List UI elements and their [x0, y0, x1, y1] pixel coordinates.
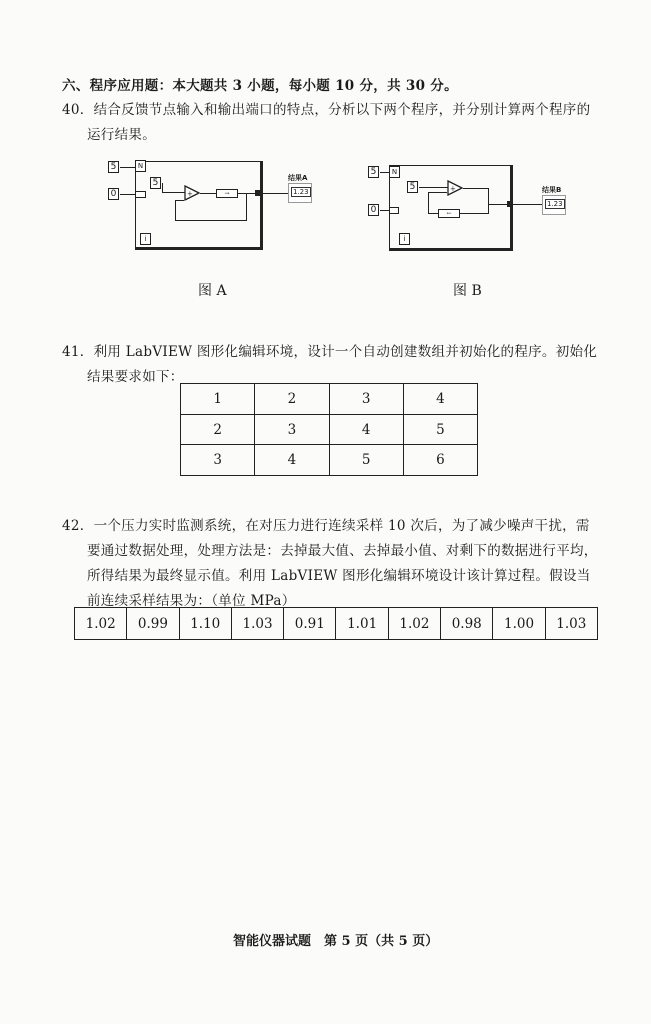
table-cell: 6 — [403, 445, 477, 476]
count-constant: 5 — [108, 161, 119, 173]
q40-text-line1: 40．结合反馈节点输入和输出端口的特点，分析以下两个程序，并分别计算两个程序的 — [62, 102, 591, 118]
svg-text:+: + — [187, 190, 193, 198]
figure-b-diagram — [362, 160, 577, 270]
sample-cell: 1.02 — [388, 608, 440, 640]
sample-cell: 1.02 — [75, 608, 127, 640]
figure-b-caption: 图 B — [453, 283, 482, 299]
table-row — [75, 608, 598, 640]
page-footer: 智能仪器试题 第 5 页（共 5 页） — [233, 934, 439, 949]
table-cell: 4 — [403, 384, 477, 415]
sample-cell: 0.98 — [441, 608, 493, 640]
sample-cell: 0.91 — [284, 608, 336, 640]
feedback-node: → — [216, 189, 238, 198]
indicator-b-label: 结果B — [542, 186, 562, 194]
count-terminal: N — [389, 166, 400, 178]
q42-text-line2: 要通过数据处理，处理方法是：去掉最大值、去掉最小值、对剩下的数据进行平均， — [87, 543, 598, 559]
indicator-a-value: 1.23 — [293, 188, 309, 196]
indicator-b — [542, 195, 566, 215]
count-constant: 5 — [368, 166, 379, 178]
table-cell: 3 — [329, 384, 403, 415]
table-row — [181, 415, 478, 445]
init-constant: 0 — [108, 188, 119, 200]
initializer-terminal — [389, 207, 399, 214]
sample-cell: 1.03 — [231, 608, 283, 640]
init-array-table — [180, 383, 478, 476]
add-constant: 5 — [407, 181, 418, 193]
q42-text-line1: 42．一个压力实时监测系统，在对压力进行连续采样 10 次后，为了减少噪声干扰，需 — [62, 518, 590, 534]
for-loop-frame — [135, 161, 263, 250]
table-row — [181, 445, 478, 476]
iteration-terminal: i — [399, 233, 410, 245]
q40-text-line2: 运行结果。 — [87, 127, 156, 143]
table-cell: 5 — [329, 445, 403, 476]
table-cell: 5 — [403, 415, 477, 445]
iteration-terminal: i — [140, 233, 151, 245]
table-cell: 4 — [329, 415, 403, 445]
samples-table — [74, 607, 598, 640]
shift-register — [135, 191, 146, 198]
add-function-icon — [184, 185, 200, 201]
table-cell: 3 — [255, 415, 329, 445]
sample-cell: 0.99 — [127, 608, 179, 640]
sample-cell: 1.03 — [545, 608, 597, 640]
table-cell: 1 — [181, 384, 255, 415]
sample-cell: 1.01 — [336, 608, 388, 640]
figure-a-diagram — [100, 155, 309, 265]
svg-text:+: + — [450, 185, 456, 193]
q42-text-line4: 前连续采样结果为：（单位 MPa） — [87, 593, 296, 609]
table-cell: 3 — [181, 445, 255, 476]
count-terminal: N — [135, 160, 146, 172]
indicator-b-value: 1.23 — [547, 200, 563, 208]
indicator-a — [288, 183, 312, 203]
indicator-a-label: 结果A — [288, 174, 308, 182]
add-function-icon — [447, 180, 463, 196]
table-cell: 2 — [255, 384, 329, 415]
q41-text-line2: 结果要求如下： — [87, 369, 184, 385]
q41-text-line1: 41．利用 LabVIEW 图形化编辑环境，设计一个自动创建数组并初始化的程序。初始化 — [62, 344, 598, 360]
feedback-node: ← — [438, 209, 460, 218]
table-row — [181, 384, 478, 415]
init-constant: 0 — [368, 204, 379, 216]
table-cell: 2 — [181, 415, 255, 445]
q42-text-line3: 所得结果为最终显示值。利用 LabVIEW 图形化编辑环境设计该计算过程。假设当 — [87, 568, 591, 584]
sample-cell: 1.00 — [493, 608, 545, 640]
sample-cell: 1.10 — [179, 608, 231, 640]
figure-a-caption: 图 A — [198, 283, 227, 299]
section-heading: 六、程序应用题：本大题共 3 小题，每小题 10 分，共 30 分。 — [62, 78, 458, 94]
table-cell: 4 — [255, 445, 329, 476]
add-constant: 5 — [150, 177, 161, 189]
